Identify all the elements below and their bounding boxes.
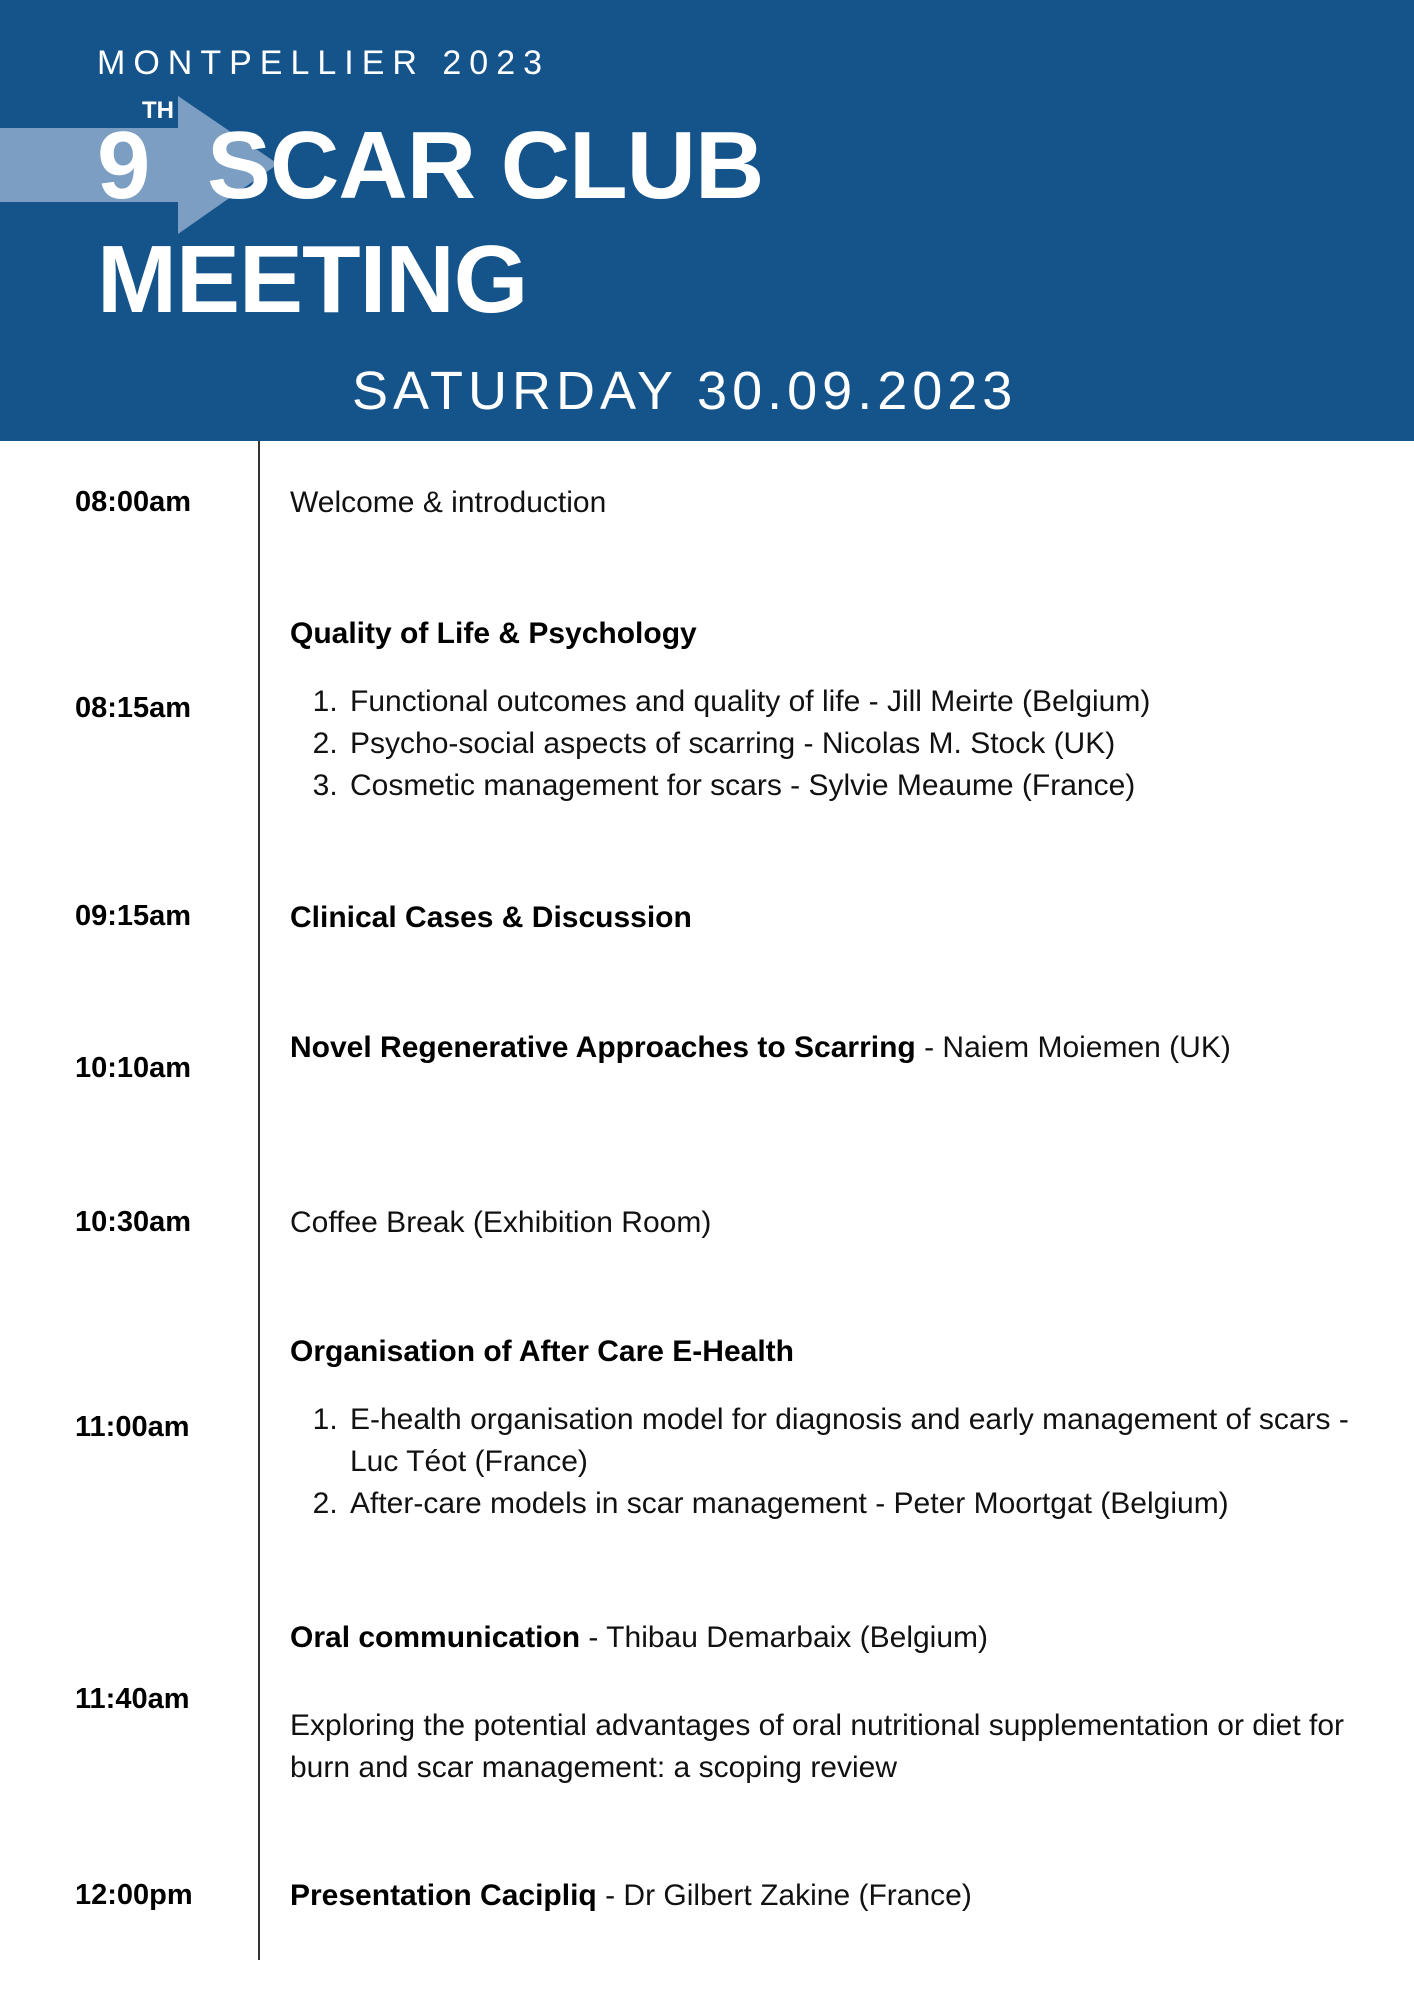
session-title: Coffee Break (Exhibition Room) [290, 1206, 712, 1239]
schedule-time: 09:15am [75, 900, 192, 932]
schedule-entry [290, 1331, 1390, 1525]
schedule-entry [290, 1875, 1390, 1917]
session-line [290, 1617, 1390, 1659]
talk-item: 2. After-care models in scar management - Peter Moortgat (Belgium) [346, 1483, 1390, 1525]
event-city-year: MONTPELLIER 2023 [97, 44, 551, 82]
schedule-entry [290, 1617, 1390, 1789]
session-speaker: - Dr Gilbert Zakine (France) [596, 1879, 972, 1912]
event-date: SATURDAY 30.09.2023 [352, 361, 1018, 421]
session-speaker: - Thibau Demarbaix (Belgium) [580, 1621, 988, 1654]
schedule-time: 10:30am [75, 1206, 192, 1238]
timeline-divider [258, 441, 260, 1960]
schedule-entry [290, 1027, 1390, 1069]
session-line [290, 1027, 1390, 1069]
talk-item: 1. E-health organisation model for diagnosis and early management of scars - Luc Téot (France) [346, 1399, 1390, 1483]
schedule-time: 10:10am [75, 1052, 192, 1084]
session-heading: Novel Regenerative Approaches to Scarring [290, 1031, 916, 1064]
schedule-time: 12:00pm [75, 1879, 193, 1911]
session-heading: Clinical Cases & Discussion [290, 901, 692, 934]
schedule-entry [290, 897, 1390, 939]
talk-item: 2. Psycho-social aspects of scarring - Nicolas M. Stock (UK) [346, 723, 1390, 765]
session-description: Exploring the potential advantages of oral nutritional supplementation or diet for burn and scar management: a scoping review [290, 1709, 1344, 1784]
session-line [290, 1875, 1390, 1917]
schedule-entry [290, 1202, 1390, 1244]
session-heading: Quality of Life & Psychology [290, 617, 697, 650]
talk-item: 3. Cosmetic management for scars - Sylvie Meaume (France) [346, 765, 1390, 807]
schedule-time: 08:00am [75, 486, 192, 518]
schedule-time: 11:40am [75, 1683, 190, 1715]
event-title-line-1 [97, 112, 764, 219]
session-heading: Organisation of After Care E-Health [290, 1335, 794, 1368]
header-banner [0, 0, 1414, 441]
session-title: Welcome & introduction [290, 486, 607, 519]
session-heading: Oral communication [290, 1621, 581, 1654]
schedule-time: 08:15am [75, 692, 192, 724]
schedule-entry [290, 482, 1390, 524]
edition-number: 9 [97, 112, 150, 219]
session-speaker: - Naiem Moiemen (UK) [915, 1031, 1231, 1064]
talk-list [290, 1399, 1390, 1525]
session-heading: Presentation Cacipliq [290, 1879, 597, 1912]
schedule-time: 11:00am [75, 1411, 190, 1443]
event-title-text: SCAR CLUB [207, 112, 764, 219]
schedule-entry [290, 613, 1390, 807]
event-title-line-2: MEETING [97, 226, 528, 333]
talk-item: 1. Functional outcomes and quality of life - Jill Meirte (Belgium) [346, 681, 1390, 723]
ordinal-superscript: TH [142, 97, 174, 124]
talk-list [290, 681, 1390, 807]
